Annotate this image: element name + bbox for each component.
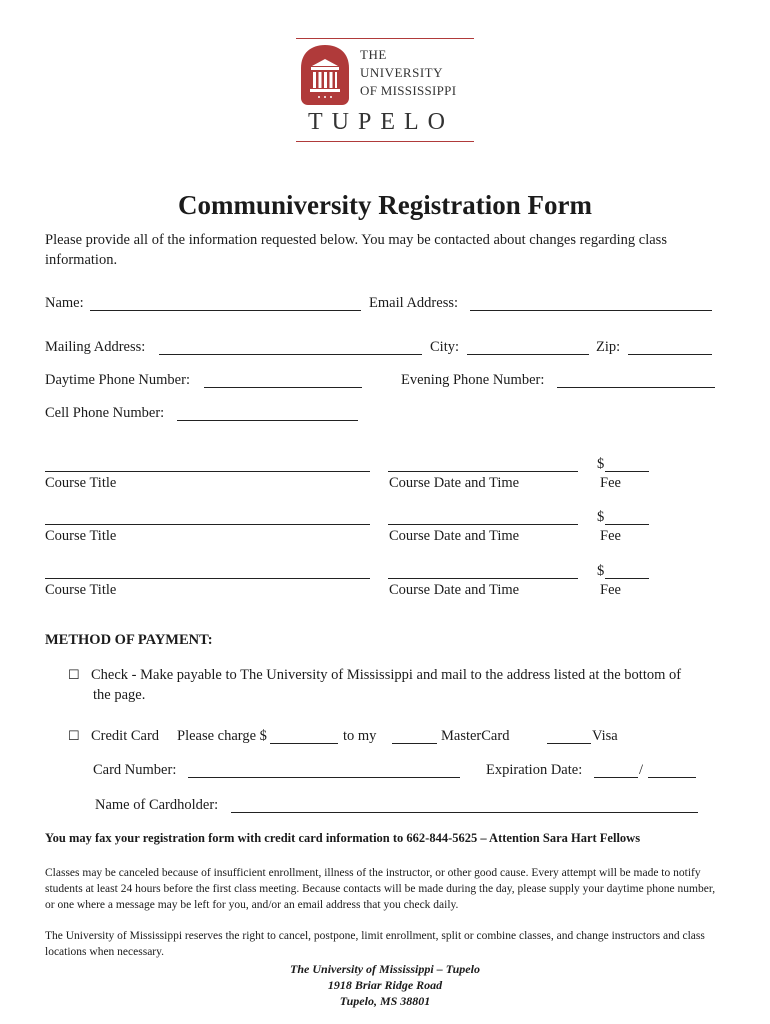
evening-phone-field[interactable] — [557, 387, 715, 388]
course-date-label: Course Date and Time — [389, 582, 520, 598]
course-title-label: Course Title — [45, 475, 117, 491]
fee-label: Fee — [600, 582, 621, 598]
charge-amount-field[interactable] — [270, 743, 338, 744]
logo-line-mississippi: OF MISSISSIPPI — [360, 83, 457, 98]
card-number-field[interactable] — [188, 777, 460, 778]
fee-label: Fee — [600, 475, 621, 491]
page-title: Communiversity Registration Form — [178, 190, 592, 220]
check-checkbox[interactable]: ☐ — [68, 667, 80, 682]
check-option-text: Check - Make payable to The University of Mississippi and mail to the address listed at the bottom of — [91, 667, 682, 683]
logo-bottom-rule — [296, 141, 474, 142]
expiration-year-field[interactable] — [648, 777, 696, 778]
evening-phone-label: Evening Phone Number: — [401, 372, 545, 388]
credit-card-label: Credit Card — [91, 728, 160, 744]
visa-label: Visa — [592, 728, 618, 744]
city-field[interactable] — [467, 354, 589, 355]
fee-label: Fee — [600, 528, 621, 544]
name-label: Name: — [45, 295, 84, 311]
credit-card-checkbox[interactable]: ☐ — [68, 728, 80, 743]
course-fee-field[interactable] — [605, 578, 649, 579]
cancellation-note: Classes may be canceled because of insufficient enrollment, illness of the instructor, or other good cause. Every attempt will be made to notify students at least 24 hours before the first class meeting. Because contacts will be made during the day, please supply your daytime phone number, or one where a message may be left for you, and/or an email address that you check daily. — [45, 867, 716, 911]
mastercard-label: MasterCard — [441, 728, 510, 744]
course-date-field[interactable] — [388, 578, 578, 579]
card-number-label: Card Number: — [93, 762, 177, 778]
email-field[interactable] — [470, 310, 712, 311]
course-date-label: Course Date and Time — [389, 528, 520, 544]
cell-phone-field[interactable] — [177, 420, 358, 421]
course-title-label: Course Title — [45, 528, 117, 544]
city-label: City: — [430, 339, 460, 355]
check-option-text-cont: the page. — [93, 687, 146, 703]
zip-label: Zip: — [596, 339, 621, 355]
rights-note: The University of Mississippi reserves the right to cancel, postpone, limit enrollment, split or combine classes, and change instructors and class locations when necessary. — [45, 930, 705, 958]
course-date-field[interactable] — [388, 524, 578, 525]
address-line-2: 1918 Briar Ridge Road — [327, 978, 443, 992]
address-line-3: Tupelo, MS 38801 — [339, 994, 431, 1008]
address-line-1: The University of Mississippi – Tupelo — [290, 962, 480, 976]
mailing-address-field[interactable] — [159, 354, 422, 355]
mailing-address-label: Mailing Address: — [45, 339, 146, 355]
logo-line-the: THE — [360, 47, 387, 62]
to-my-label: to my — [343, 728, 377, 744]
zip-field[interactable] — [628, 354, 712, 355]
please-charge-label: Please charge $ — [177, 728, 267, 744]
expiration-month-field[interactable] — [594, 777, 638, 778]
name-field[interactable] — [90, 310, 361, 311]
logo-line-university: UNIVERSITY — [360, 65, 443, 80]
logo-top-rule — [296, 38, 474, 39]
lyceum-seal-icon — [300, 44, 350, 106]
course-fee-field[interactable] — [605, 524, 649, 525]
course-date-field[interactable] — [388, 471, 578, 472]
university-logo — [296, 38, 474, 142]
email-label: Email Address: — [369, 295, 459, 311]
fee-dollar-sign: $ — [597, 563, 605, 579]
cardholder-label: Name of Cardholder: — [95, 797, 219, 813]
course-title-field[interactable] — [45, 471, 370, 472]
course-fee-field[interactable] — [605, 471, 649, 472]
cardholder-field[interactable] — [231, 812, 698, 813]
intro-text: Please provide all of the information requested below. You may be contacted about changes regarding class information. — [45, 232, 667, 268]
visa-field[interactable] — [547, 743, 591, 744]
fax-note: You may fax your registration form with credit card information to 662-844-5625 – Attention Sara Hart Fellows — [45, 831, 641, 845]
logo-campus-name: TUPELO — [308, 109, 454, 135]
expiration-label: Expiration Date: — [486, 762, 583, 778]
daytime-phone-label: Daytime Phone Number: — [45, 372, 190, 388]
course-title-field[interactable] — [45, 524, 370, 525]
expiration-slash: / — [639, 762, 644, 778]
fee-dollar-sign: $ — [597, 456, 605, 472]
mastercard-field[interactable] — [392, 743, 437, 744]
course-title-field[interactable] — [45, 578, 370, 579]
fee-dollar-sign: $ — [597, 509, 605, 525]
payment-heading: METHOD OF PAYMENT: — [45, 632, 213, 648]
course-title-label: Course Title — [45, 582, 117, 598]
course-date-label: Course Date and Time — [389, 475, 520, 491]
daytime-phone-field[interactable] — [204, 387, 362, 388]
cell-phone-label: Cell Phone Number: — [45, 405, 165, 421]
